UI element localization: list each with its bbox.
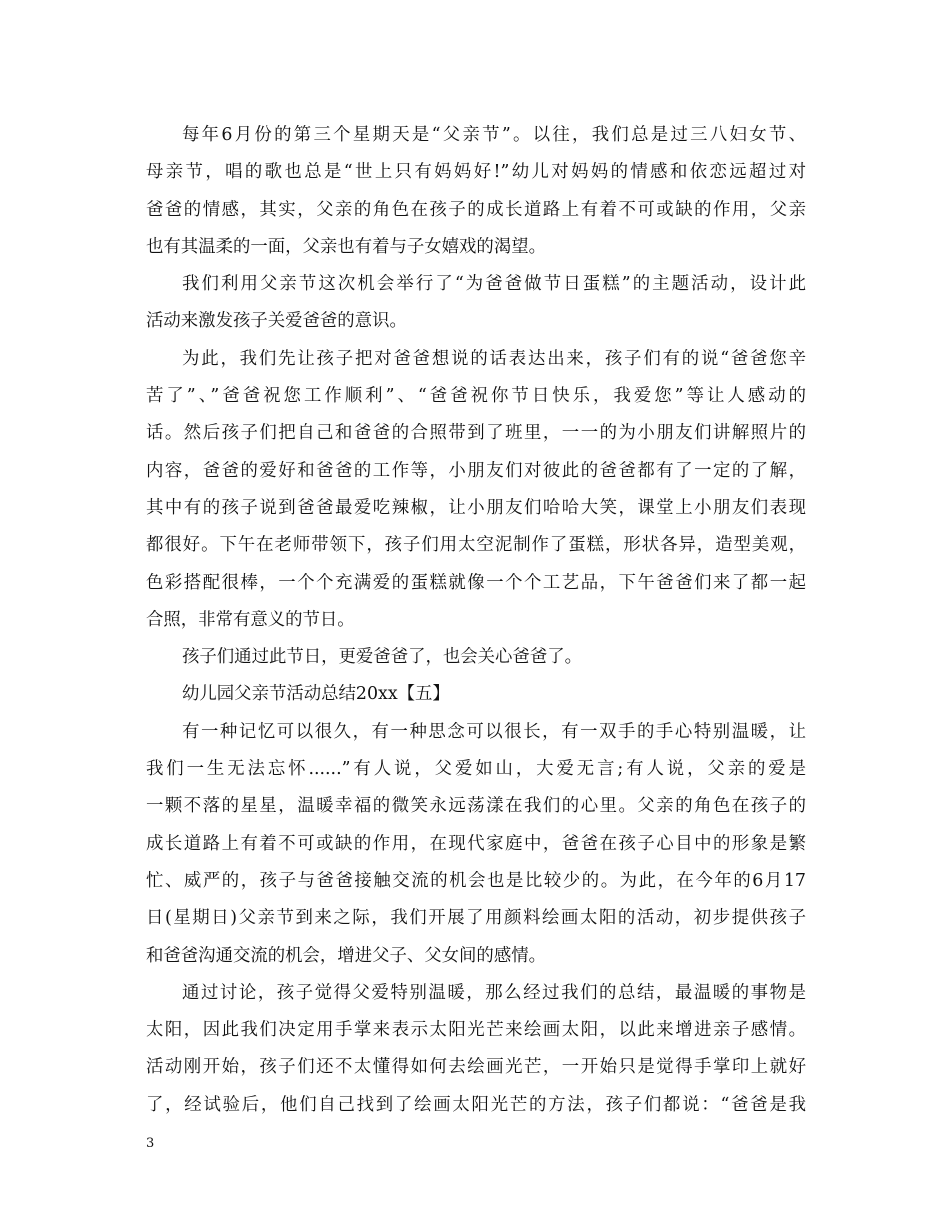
text-line: 合照，非常有意义的节日。: [146, 609, 355, 630]
text-line: 成长道路上有着不可或缺的作用，在现代家庭中，爸爸在孩子心目中的形象是繁: [146, 833, 806, 854]
text-line: 日(星期日)父亲节到来之际，我们开展了用颜料绘画太阳的活动，初步提供孩子: [146, 908, 806, 929]
text-line: 都很好。下午在老师带领下，孩子们用太空泥制作了蛋糕，形状各异，造型美观，: [146, 535, 806, 556]
text-line: 每年6月份的第三个星期天是“父亲节”。以往，我们总是过三八妇女节、: [182, 125, 806, 145]
text-line: 母亲节，唱的歌也总是“世上只有妈妈好!”幼儿对妈妈的情感和依恋远超过对: [146, 162, 806, 183]
text-line: 忙、威严的，孩子与爸爸接触交流的机会也是比较少的。为此，在今年的6月17: [146, 870, 806, 891]
document-body: [146, 117, 806, 1124]
text-line: 太阳，因此我们决定用手掌来表示太阳光芒来绘画太阳，以此来增进亲子感情。: [146, 1020, 806, 1041]
text-line: 活动来激发孩子关爱爸爸的意识。: [146, 311, 407, 332]
text-line: 有一种记忆可以很久，有一种思念可以很长，有一双手的手心特别温暖，让: [182, 721, 806, 742]
text-line: 我们利用父亲节这次机会举行了“为爸爸做节日蛋糕”的主题活动，设计此: [182, 274, 806, 295]
text-line: 我们一生无法忘怀......”有人说，父爱如山，大爱无言;有人说，父亲的爱是: [146, 759, 806, 780]
text-line: 和爸爸沟通交流的机会，增进父子、父女间的感情。: [146, 945, 546, 966]
text-line: 孩子们通过此节日，更爱爸爸了，也会关心爸爸了。: [182, 647, 582, 668]
text-line: 也有其温柔的一面，父亲也有着与子女嬉戏的渴望。: [146, 236, 546, 257]
text-line: 了，经试验后，他们自己找到了绘画太阳光芒的方法，孩子们都说：“爸爸是我: [146, 1094, 806, 1115]
page-number: 3: [146, 1136, 155, 1151]
text-line: 色彩搭配很棒，一个个充满爱的蛋糕就像一个个工艺品，下午爸爸们来了都一起: [146, 572, 806, 593]
section-heading: 幼儿园父亲节活动总结20xx【五】: [182, 684, 450, 705]
text-line: 内容，爸爸的爱好和爸爸的工作等，小朋友们对彼此的爸爸都有了一定的了解，: [146, 460, 806, 481]
text-line: 苦了”、”爸爸祝您工作顺利”、“爸爸祝你节日快乐，我爱您”等让人感动的: [146, 386, 806, 407]
text-line: 话。然后孩子们把自己和爸爸的合照带到了班里，一一的为小朋友们讲解照片的: [146, 423, 806, 444]
text-line: 通过讨论，孩子觉得父爱特别温暖，那么经过我们的总结，最温暖的事物是: [182, 982, 806, 1003]
text-line: 其中有的孩子说到爸爸最爱吃辣椒，让小朋友们哈哈大笑，课堂上小朋友们表现: [146, 497, 806, 518]
text-line: 爸爸的情感，其实，父亲的角色在孩子的成长道路上有着不可或缺的作用，父亲: [146, 199, 806, 220]
text-line: 为此，我们先让孩子把对爸爸想说的话表达出来，孩子们有的说“爸爸您辛: [182, 348, 806, 369]
text-line: 一颗不落的星星，温暖幸福的微笑永远荡漾在我们的心里。父亲的角色在孩子的: [146, 796, 806, 817]
text-line: 活动刚开始，孩子们还不太懂得如何去绘画光芒，一开始只是觉得手掌印上就好: [146, 1057, 806, 1078]
